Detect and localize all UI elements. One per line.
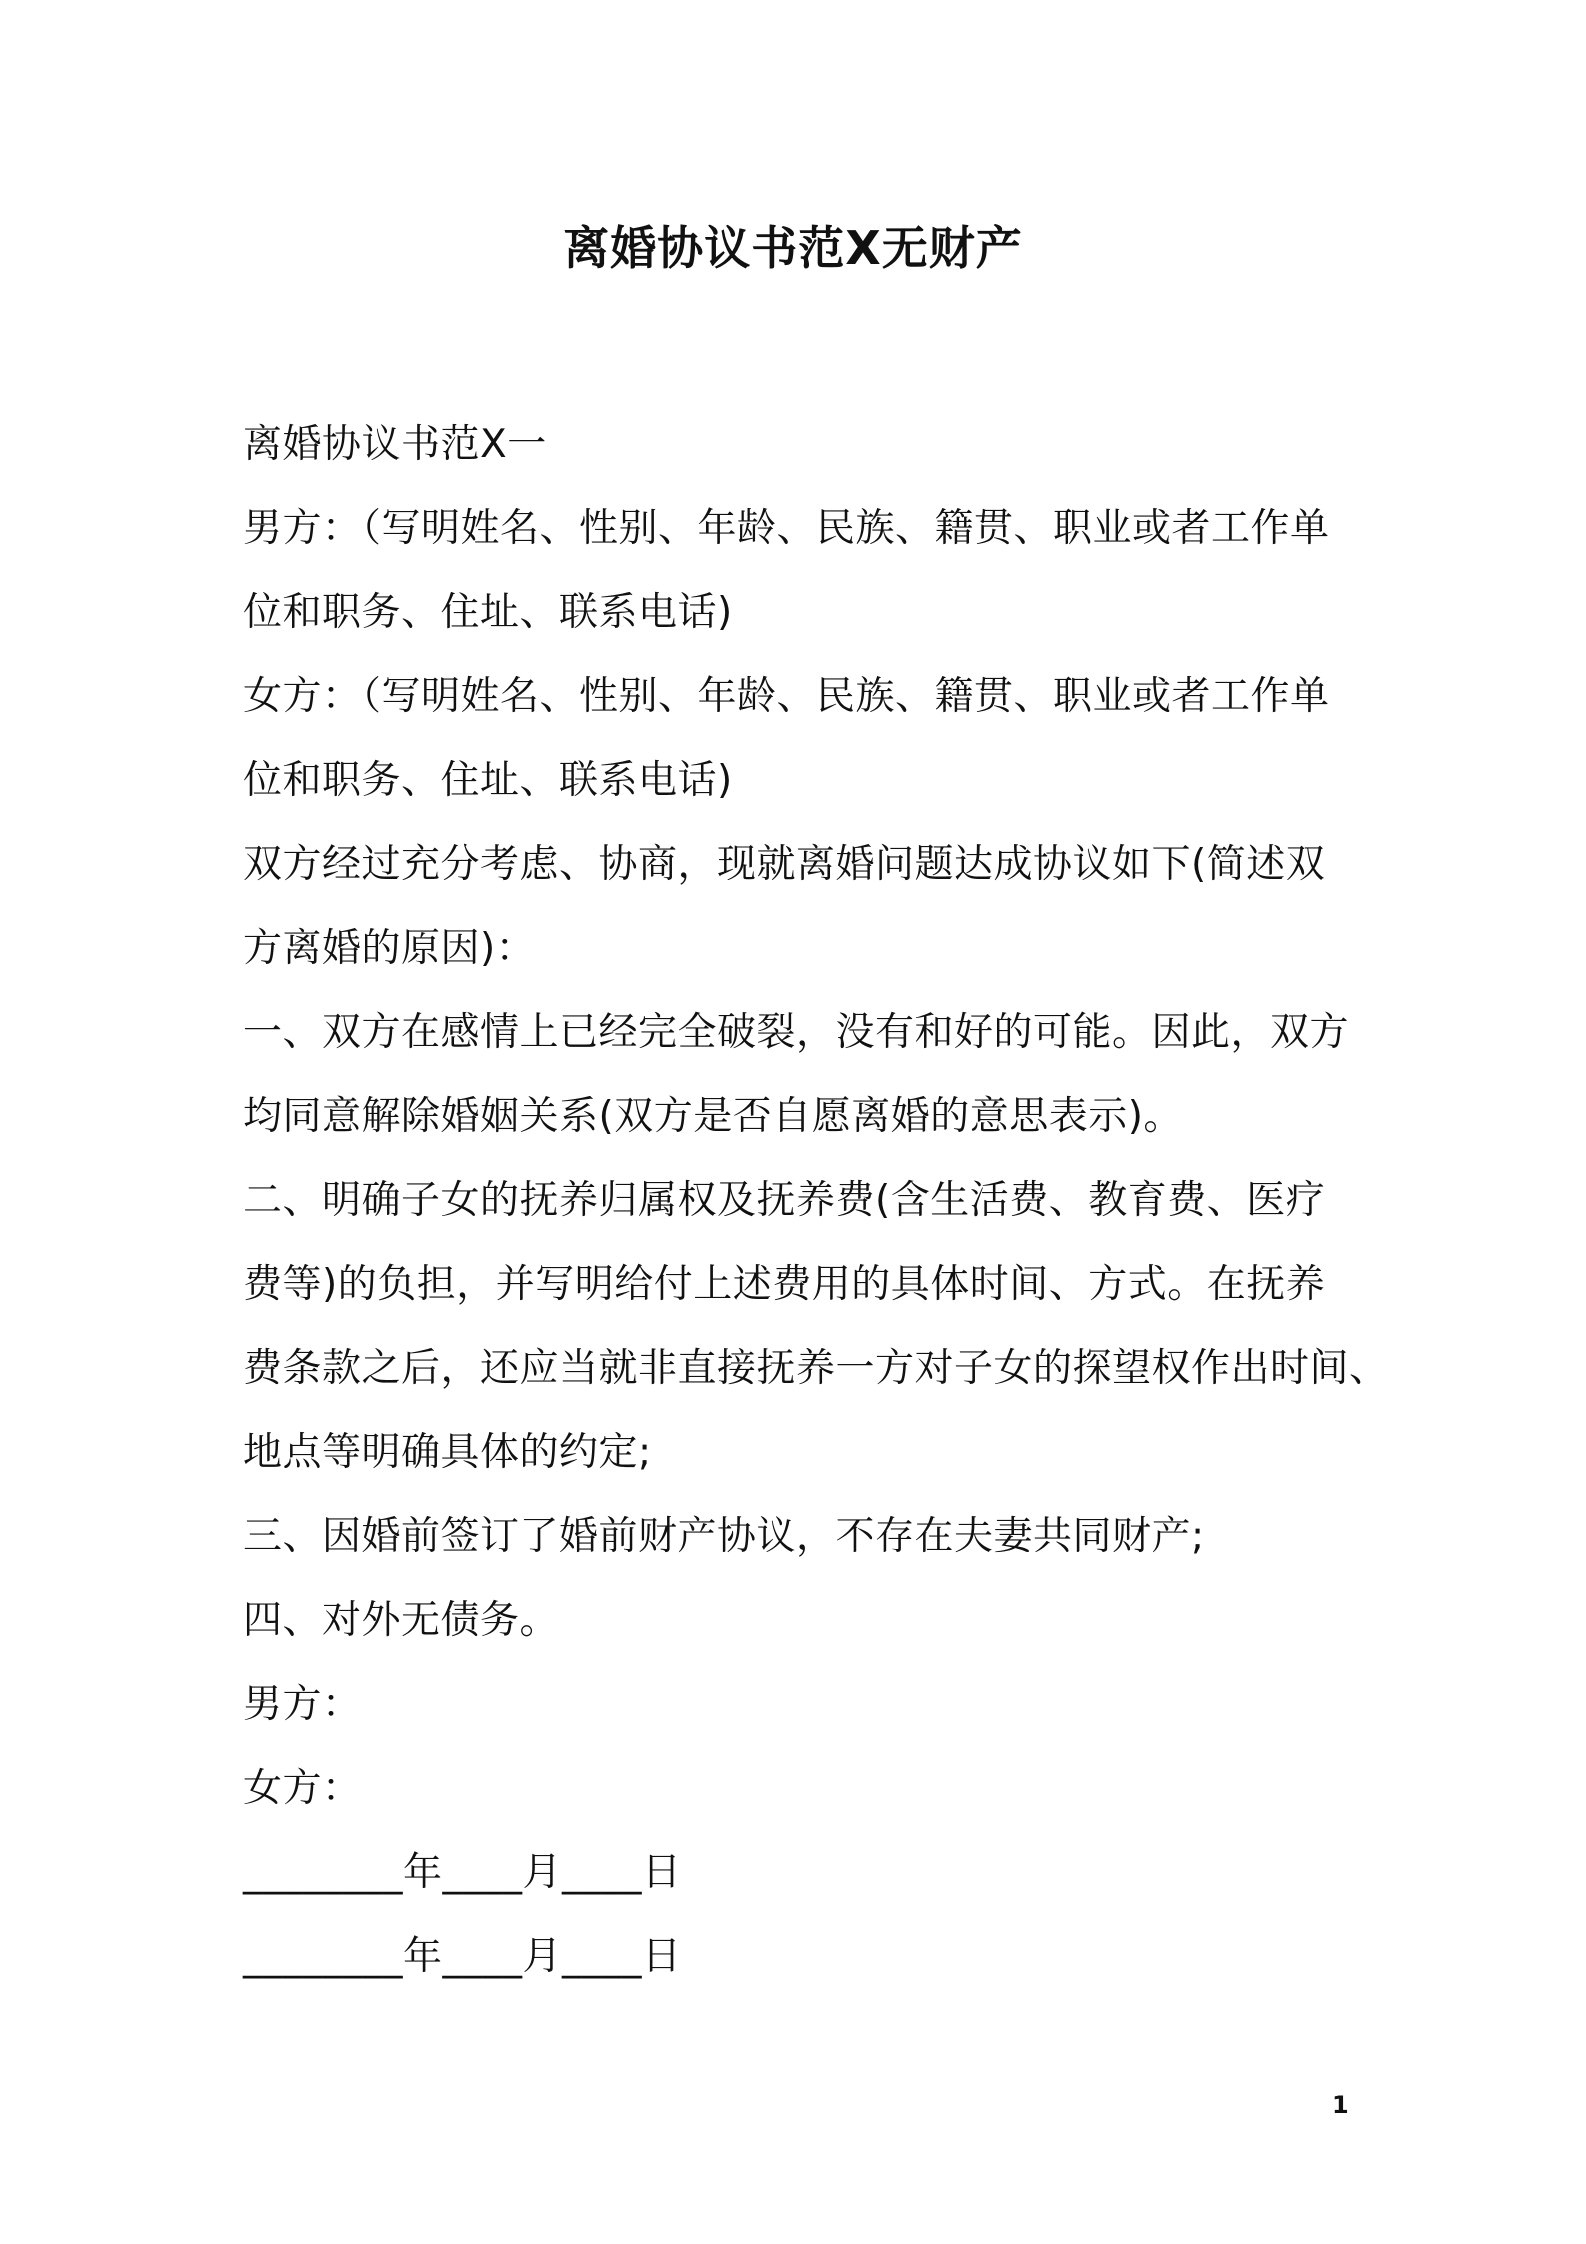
male-party-line-1: 男方：（写明姓名、性别、年龄、民族、籍贯、职业或者工作单	[243, 506, 1330, 551]
intro-line-2: 方离婚的原因)：	[243, 926, 536, 971]
clause-one-line-2: 均同意解除婚姻关系(双方是否自愿离婚的意思表示)。	[243, 1094, 1183, 1139]
female-signature: 女方：	[243, 1766, 362, 1811]
date-line-1: ________年____月____日	[243, 1850, 682, 1895]
section-heading: 离婚协议书范X一	[243, 422, 547, 467]
clause-two-line-1: 二、明确子女的抚养归属权及抚养费(含生活费、教育费、医疗	[243, 1178, 1326, 1223]
clause-two-line-4: 地点等明确具体的约定;	[243, 1430, 652, 1475]
female-party-line-1: 女方：（写明姓名、性别、年龄、民族、籍贯、职业或者工作单	[243, 674, 1330, 719]
date-line-2: ________年____月____日	[243, 1934, 682, 1979]
clause-three: 三、因婚前签订了婚前财产协议，不存在夫妻共同财产;	[243, 1514, 1205, 1559]
clause-two-line-2: 费等)的负担，并写明给付上述费用的具体时间、方式。在抚养	[243, 1262, 1326, 1307]
male-signature: 男方：	[243, 1682, 362, 1727]
male-party-line-2: 位和职务、住址、联系电话)	[243, 590, 733, 635]
clause-two-line-3: 费条款之后，还应当就非直接抚养一方对子女的探望权作出时间、	[243, 1346, 1389, 1391]
document-body	[243, 403, 1389, 1999]
clause-one-line-1: 一、双方在感情上已经完全破裂，没有和好的可能。因此，双方	[243, 1010, 1350, 1055]
clause-four: 四、对外无债务。	[243, 1598, 560, 1643]
document-title: 离婚协议书范X无财产	[563, 221, 1023, 275]
female-party-line-2: 位和职务、住址、联系电话)	[243, 758, 733, 803]
intro-line-1: 双方经过充分考虑、协商，现就离婚问题达成协议如下(简述双	[243, 842, 1326, 887]
page-number: 1	[1332, 2091, 1349, 2119]
